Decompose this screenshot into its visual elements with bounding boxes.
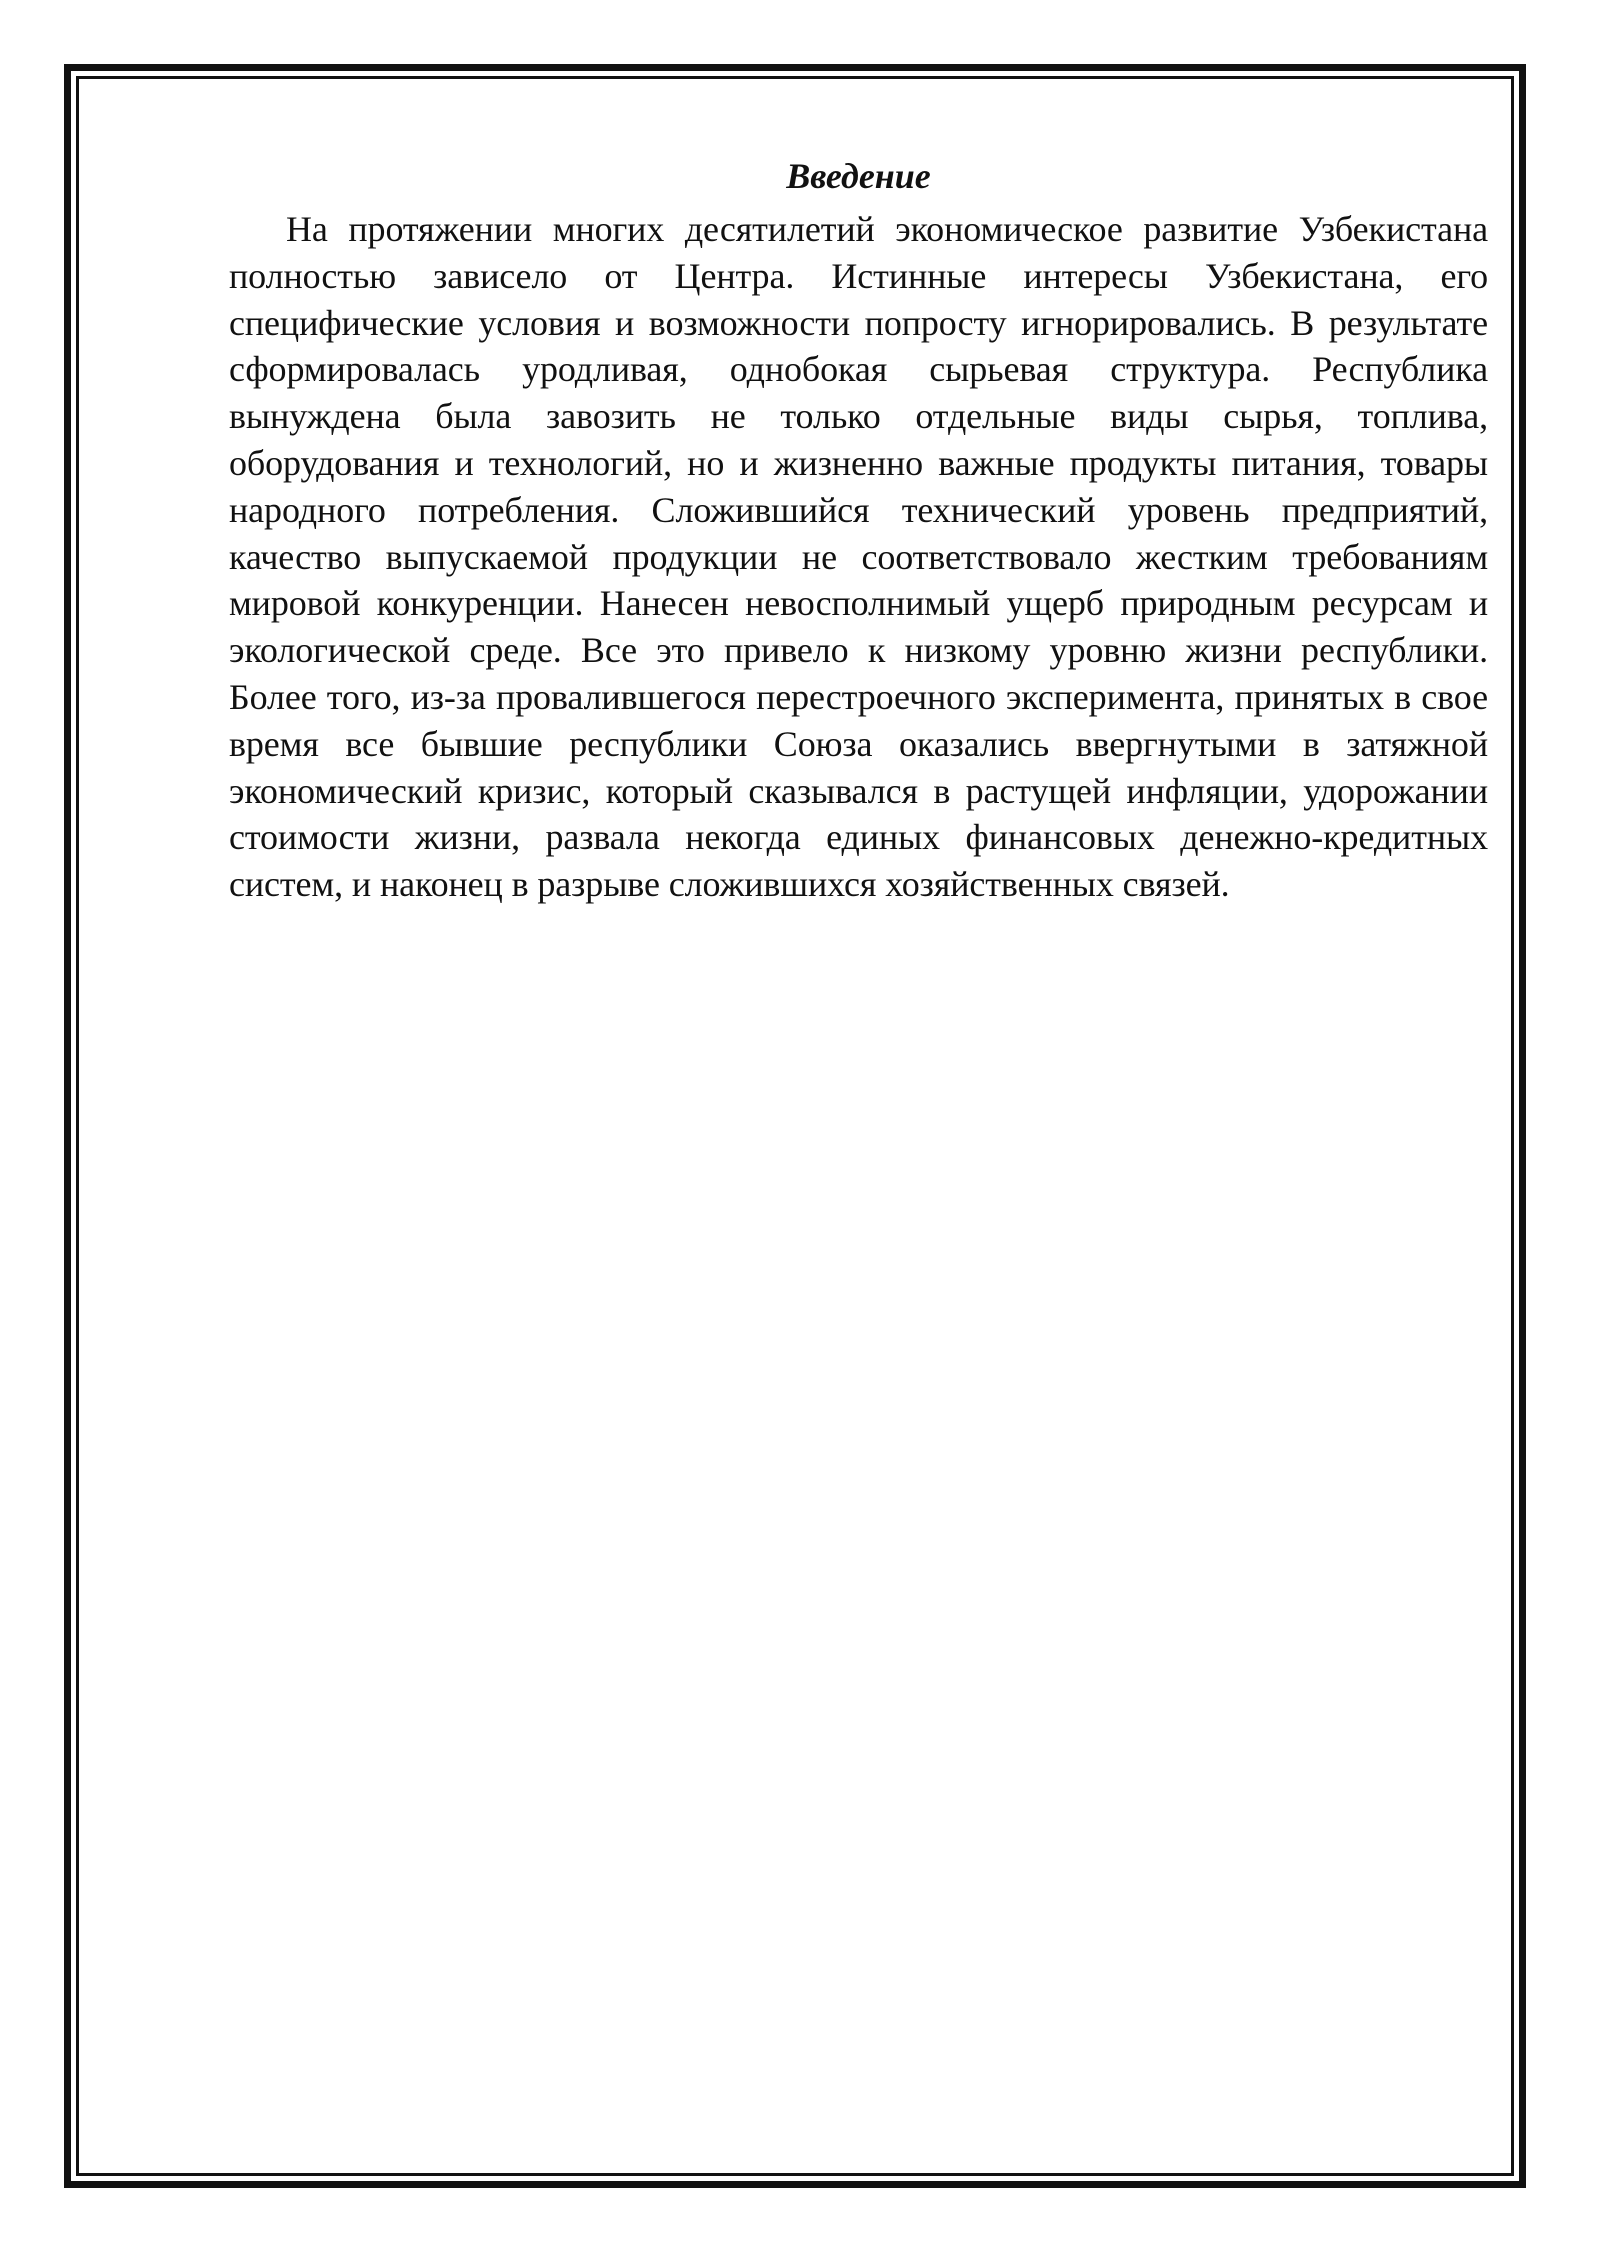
- section-heading: Введение: [786, 156, 931, 196]
- page-content: [229, 148, 1488, 908]
- body-paragraph: На протяжении многих десятилетий экономическое развитие Узбекистана полностью зависело от Центра. Истинные интересы Узбекистана, его специфические условия и возможности попросту игнорировались. В результате сформировалась уродливая, однобокая сырьевая структура. Республика вынуждена была завозить не только отдельные виды сырья, топлива, оборудования и технологий, но и жизненно важные продукты питания, товары народного потребления. Сложившийся технический уровень предприятий, качество выпускаемой продукции не соответствовало жестким требованиям мировой конкуренции. Нанесен невосполнимый ущерб природным ресурсам и экологической среде. Все это привело к низкому уровню жизни республики. Более того, из-за провалившегося перестроечного эксперимента, принятых в свое время все бывшие республики Союза оказались ввергнутыми в затяжной экономический кризис, который сказывался в растущей инфляции, удорожании стоимости жизни, развала некогда единых финансовых денежно-кредитных систем, и наконец в разрыве сложившихся хозяйственных связей.: [229, 209, 1488, 905]
